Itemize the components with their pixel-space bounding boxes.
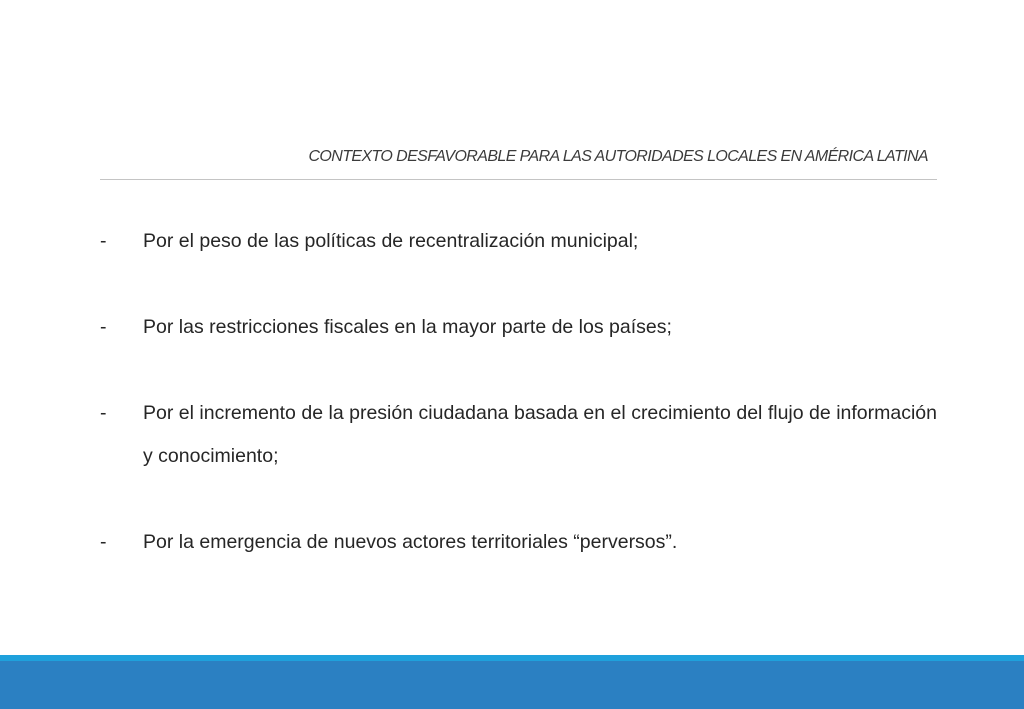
bullet-marker: - bbox=[100, 531, 107, 553]
footer-band bbox=[0, 661, 1024, 709]
bullet-item bbox=[100, 392, 937, 478]
bullet-item bbox=[100, 521, 937, 564]
bullet-text: Por la emergencia de nuevos actores territoriales “perversos”. bbox=[143, 531, 678, 553]
bullet-text: Por el peso de las políticas de recentralización municipal; bbox=[143, 230, 639, 252]
bullet-marker: - bbox=[100, 316, 107, 338]
slide-title: CONTEXTO DESFAVORABLE PARA LAS AUTORIDADES LOCALES EN AMÉRICA LATINA bbox=[308, 148, 928, 165]
bullet-text: Por el incremento de la presión ciudadana basada en el crecimiento del flujo de información y conocimiento; bbox=[143, 402, 937, 467]
title-divider bbox=[100, 179, 937, 180]
bullet-marker: - bbox=[100, 230, 107, 252]
bullet-item bbox=[100, 306, 937, 349]
bullet-list bbox=[100, 220, 937, 607]
bullet-text: Por las restricciones fiscales en la mayor parte de los países; bbox=[143, 316, 672, 338]
bullet-item bbox=[100, 220, 937, 263]
bullet-marker: - bbox=[100, 402, 107, 424]
